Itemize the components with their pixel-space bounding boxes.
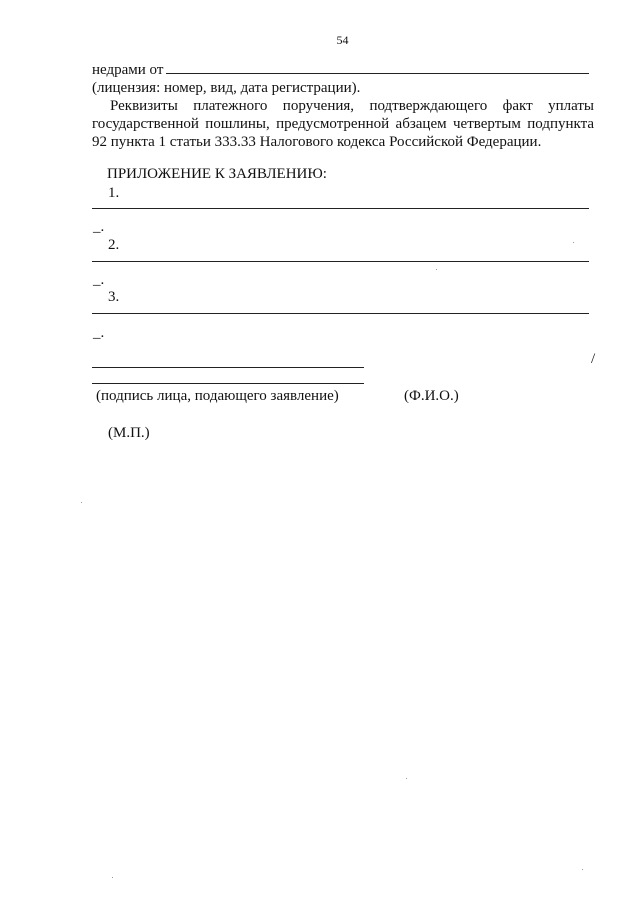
attachment-end-mark-2: _.: [93, 272, 105, 288]
attachment-number-1: 1.: [108, 185, 120, 201]
scan-speck: [112, 877, 113, 878]
attachment-number-2: 2.: [108, 237, 120, 253]
slash-mark: /: [591, 351, 596, 367]
scan-speck: [582, 869, 583, 870]
attachment-line-2[interactable]: [92, 261, 589, 262]
attachment-end-mark-3: _.: [93, 325, 105, 341]
signature-line-lower[interactable]: [92, 383, 364, 384]
signature-caption: (подпись лица, подающего заявление): [96, 388, 339, 404]
attachment-line-1[interactable]: [92, 208, 589, 209]
license-label: недрами от: [92, 62, 164, 78]
seal-caption: (М.П.): [108, 425, 150, 441]
signature-line[interactable]: [92, 367, 364, 368]
attachment-number-3: 3.: [108, 289, 120, 305]
payment-paragraph-line-1: Реквизиты платежного поручения, подтверждающего факт уплаты: [110, 98, 594, 114]
scan-speck: [81, 502, 82, 503]
attachments-heading: ПРИЛОЖЕНИЕ К ЗАЯВЛЕНИЮ:: [107, 166, 327, 182]
scan-speck: [436, 269, 437, 270]
payment-paragraph-line-2: государственной пошлины, предусмотренной абзацем четвертым подпункта: [92, 116, 594, 132]
attachment-line-3[interactable]: [92, 313, 589, 314]
attachment-end-mark-1: _.: [93, 219, 105, 235]
scan-speck: [406, 778, 407, 779]
page-number: 54: [336, 33, 349, 47]
scan-speck: [573, 242, 574, 243]
license-caption: (лицензия: номер, вид, дата регистрации).: [92, 80, 361, 96]
license-date-field[interactable]: [166, 73, 589, 74]
name-caption: (Ф.И.О.): [404, 388, 459, 404]
payment-paragraph-line-3: 92 пункта 1 статьи 333.33 Налогового кодекса Российской Федерации.: [92, 134, 542, 150]
